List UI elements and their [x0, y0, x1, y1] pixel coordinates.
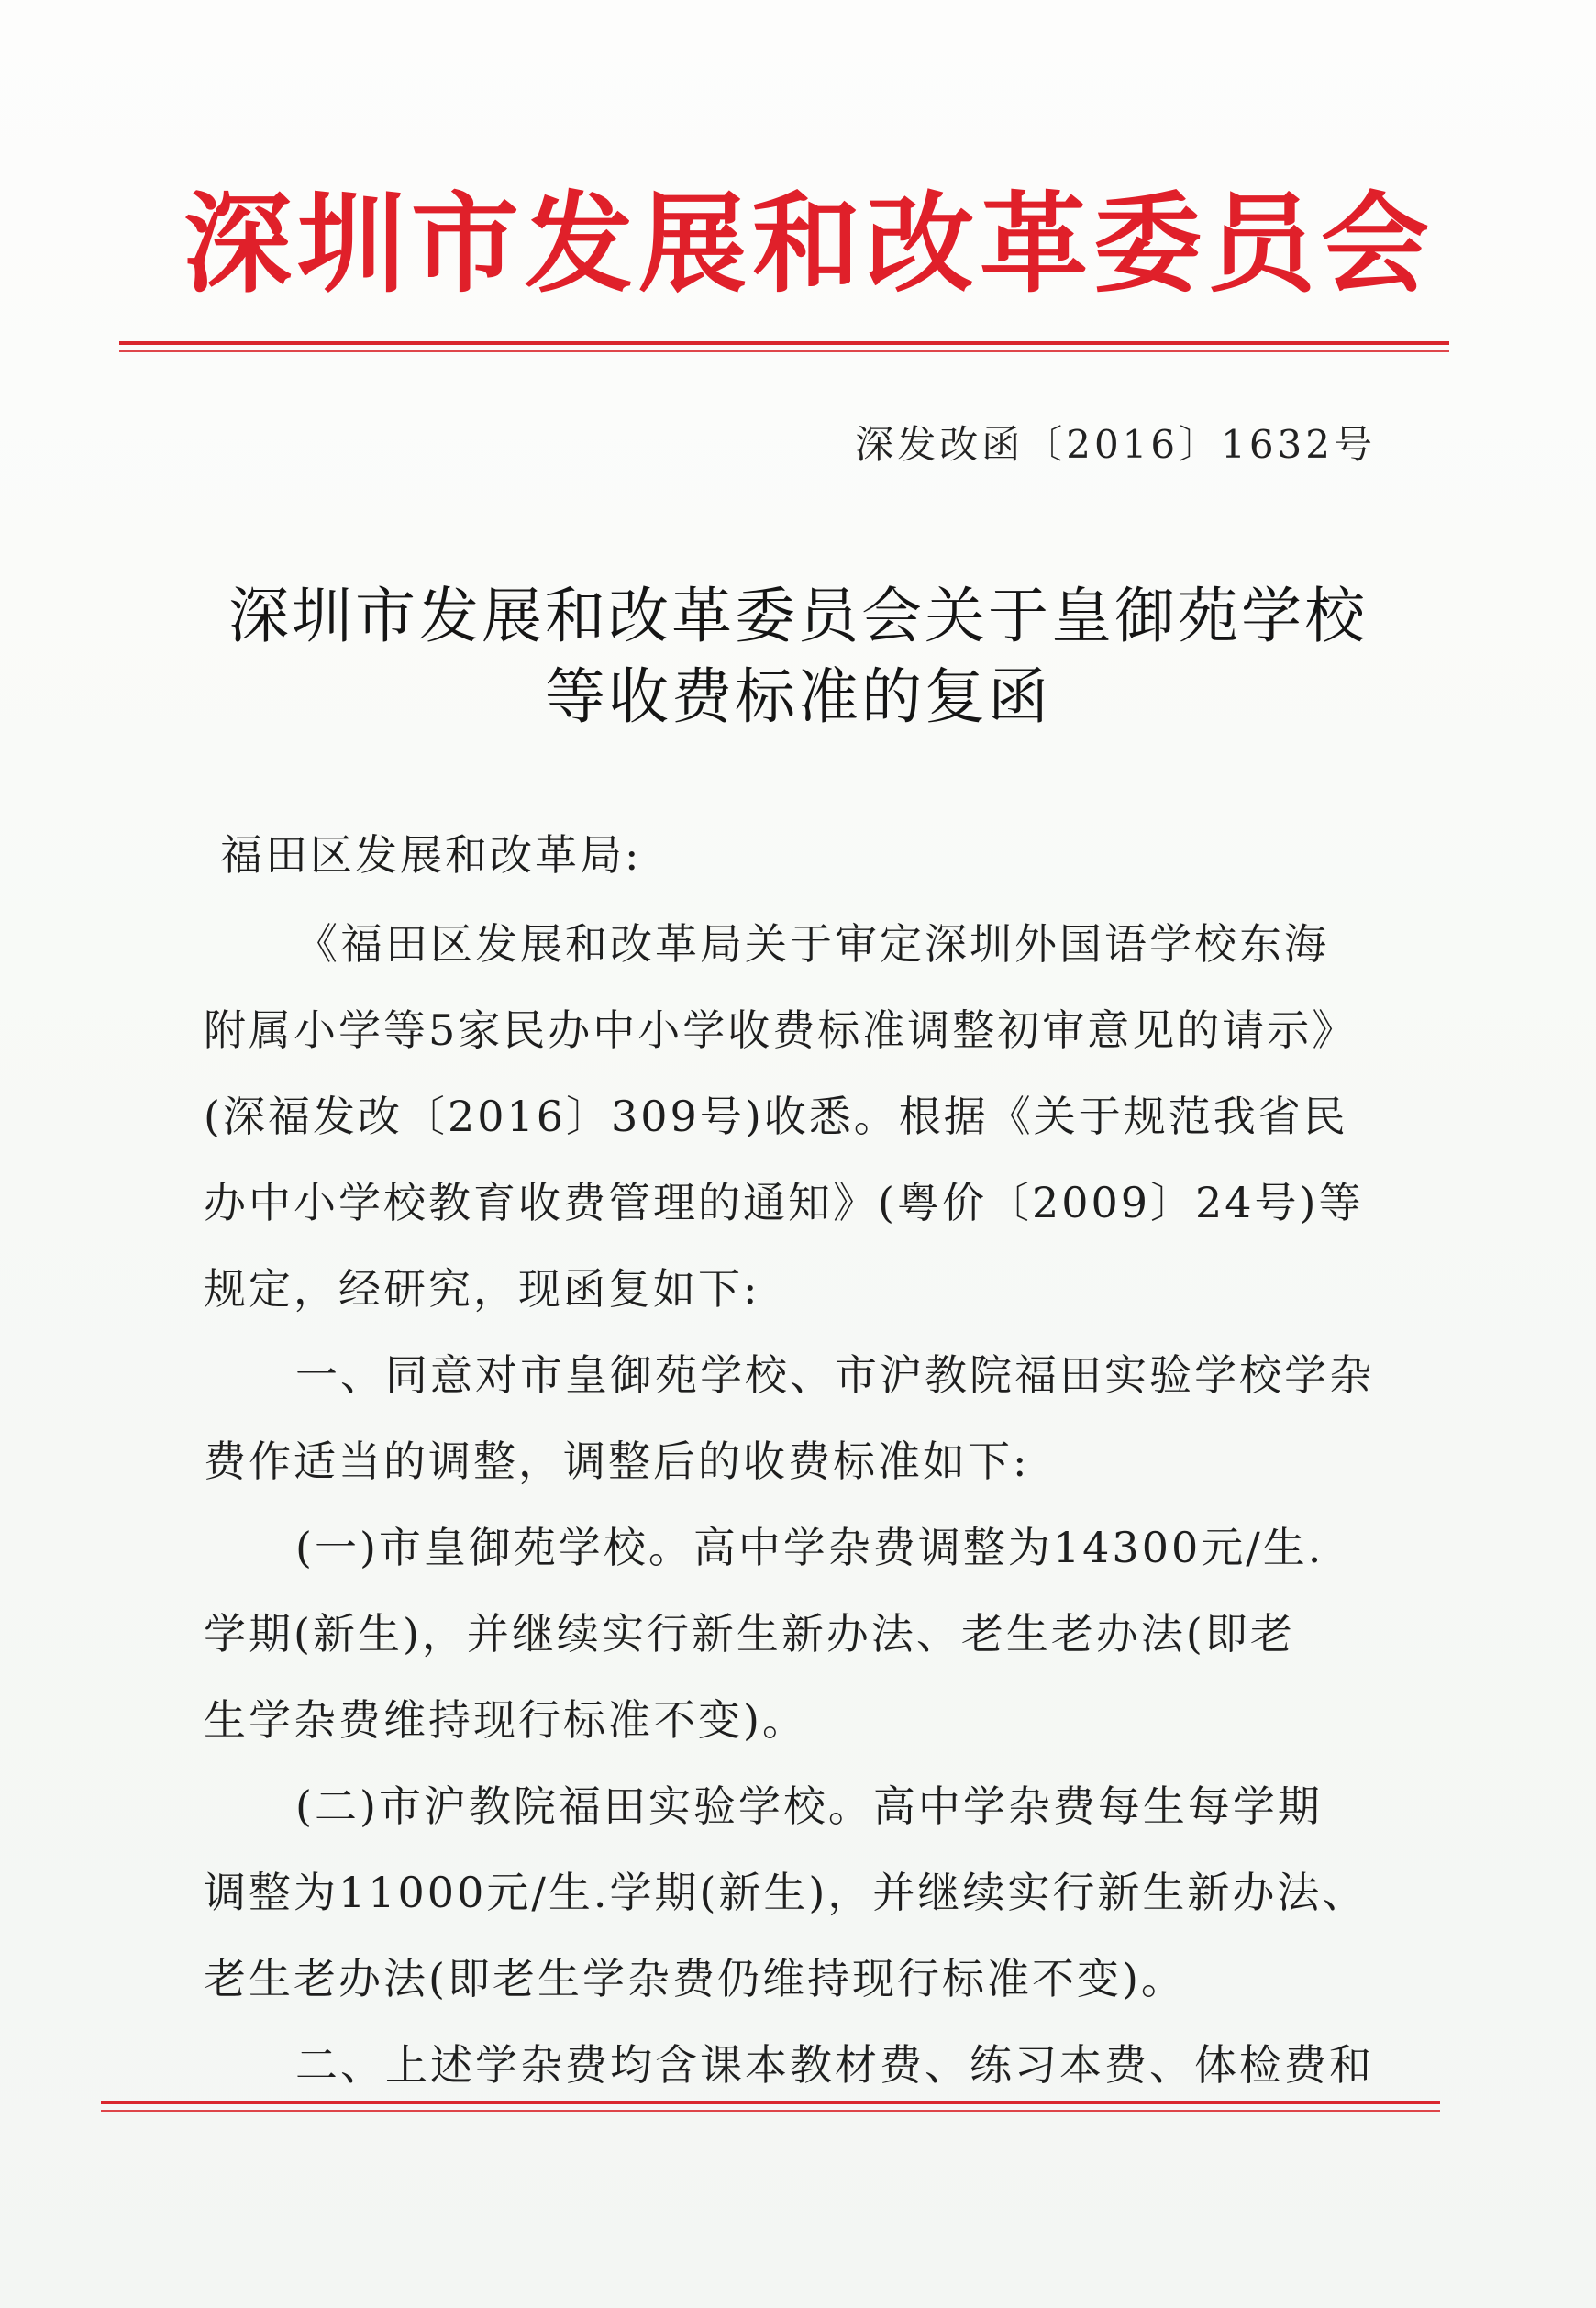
document-title-line-1: 深圳市发展和改革委员会关于皇御苑学校 [228, 581, 1368, 651]
body-line: (一)市皇御苑学校。高中学杂费调整为14300元/生. [295, 1523, 1324, 1572]
body-line: (二)市沪教院福田实验学校。高中学杂费每生每学期 [295, 1781, 1323, 1831]
body-line: 规定，经研究，现函复如下: [204, 1264, 760, 1314]
body-line: 二、上述学杂费均含课本教材费、练习本费、体检费和 [295, 2040, 1374, 2090]
letterhead-red-rule [119, 341, 1449, 345]
body-line: 生学杂费维持现行标准不变)。 [204, 1695, 807, 1745]
body-text [204, 901, 1396, 2108]
letterhead-agency-name: 深圳市发展和改革委员会 [183, 180, 1435, 307]
body-line: 附属小学等5家民办中小学收费标准调整初审意见的请示》 [204, 1005, 1358, 1055]
footer-red-rule-thin [101, 2110, 1440, 2112]
salutation: 福田区发展和改革局: [220, 830, 642, 880]
body-line: 调整为11000元/生.学期(新生)，并继续实行新生新办法、 [204, 1868, 1368, 1917]
body-line: (深福发改〔2016〕309号)收悉。根据《关于规范我省民 [204, 1092, 1348, 1141]
body-line: 老生老办法(即老生学杂费仍维持现行标准不变)。 [204, 1954, 1186, 2003]
body-line: 费作适当的调整，调整后的收费标准如下: [204, 1437, 1030, 1486]
footer-red-rule [101, 2101, 1440, 2104]
body-line: 《福田区发展和改革局关于审定深圳外国语学校东海 [295, 919, 1329, 969]
body-line: 一、同意对市皇御苑学校、市沪教院福田实验学校学杂 [295, 1350, 1374, 1400]
body-line: 办中小学校教育收费管理的通知》(粤价〔2009〕24号)等 [204, 1178, 1364, 1227]
letterhead-red-rule-thin [119, 350, 1449, 352]
body-line: 学期(新生)，并继续实行新生新办法、老生老办法(即老 [204, 1609, 1295, 1659]
document-number: 深发改函〔2016〕1632号 [855, 422, 1376, 467]
document-title-line-2: 等收费标准的复函 [545, 661, 1051, 732]
